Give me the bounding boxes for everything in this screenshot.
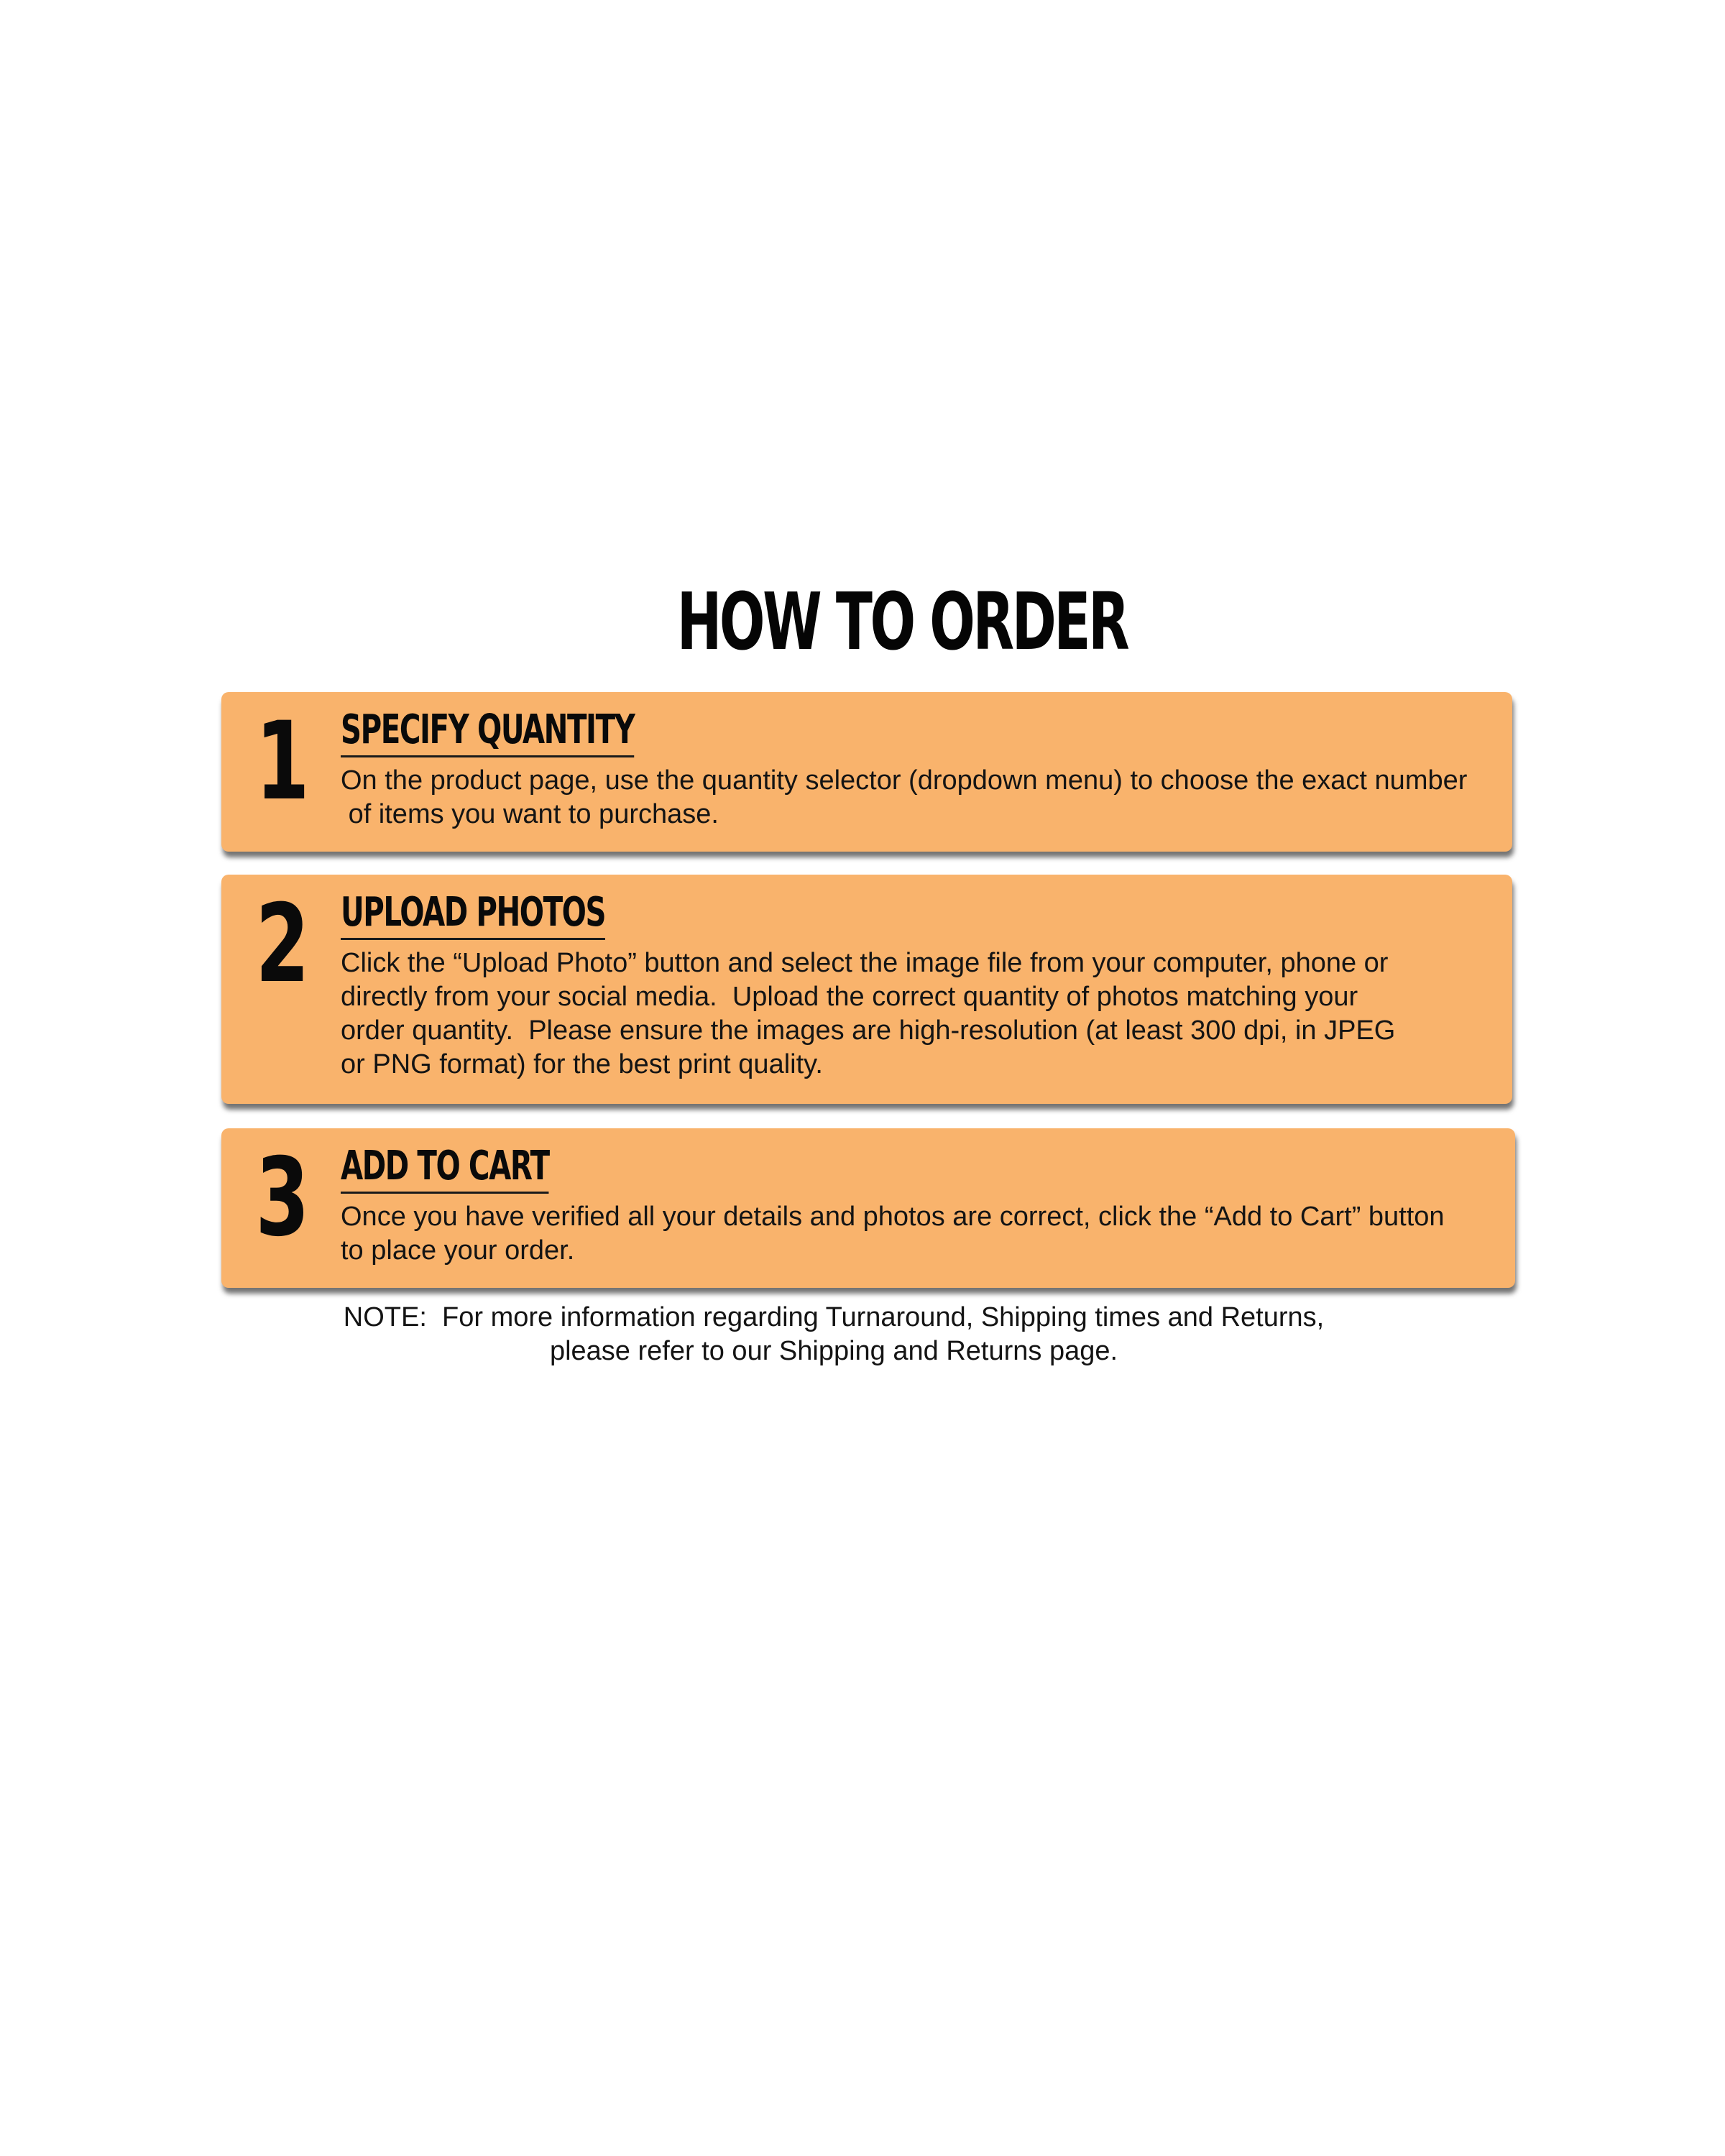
- note-line-2: please refer to our Shipping and Returns page.: [549, 1336, 1118, 1366]
- step-description: Click the “Upload Photo” button and select the image file from your computer, phone or directly from your social media. Upload the correct quantity of photos matching your order quantity. Please ensure the images are high-resolution (at least 300 dpi, in JPEG or PNG format) for the best print quality.: [341, 948, 1396, 1079]
- step-card-upload-photos: [221, 875, 1512, 1104]
- step-heading: UPLOAD PHOTOS: [341, 889, 605, 940]
- step-number: 2: [255, 882, 310, 1007]
- note-line-1: NOTE: For more information regarding Turnaround, Shipping times and Returns,: [343, 1302, 1325, 1332]
- step-number: 1: [255, 699, 310, 824]
- step-description: On the product page, use the quantity selector (dropdown menu) to choose the exact number of items you want to purchase.: [341, 765, 1468, 829]
- step-card-add-to-cart: [221, 1128, 1515, 1288]
- step-card-specify-quantity: [221, 692, 1512, 852]
- step-number: 3: [255, 1135, 310, 1261]
- shipping-note: [0, 1301, 1668, 1368]
- page-title: HOW TO ORDER: [676, 576, 1128, 668]
- step-heading: SPECIFY QUANTITY: [341, 706, 634, 757]
- step-description: Once you have verified all your details and photos are correct, click the “Add to Cart” button to place your order.: [341, 1202, 1445, 1266]
- step-heading: ADD TO CART: [341, 1143, 549, 1194]
